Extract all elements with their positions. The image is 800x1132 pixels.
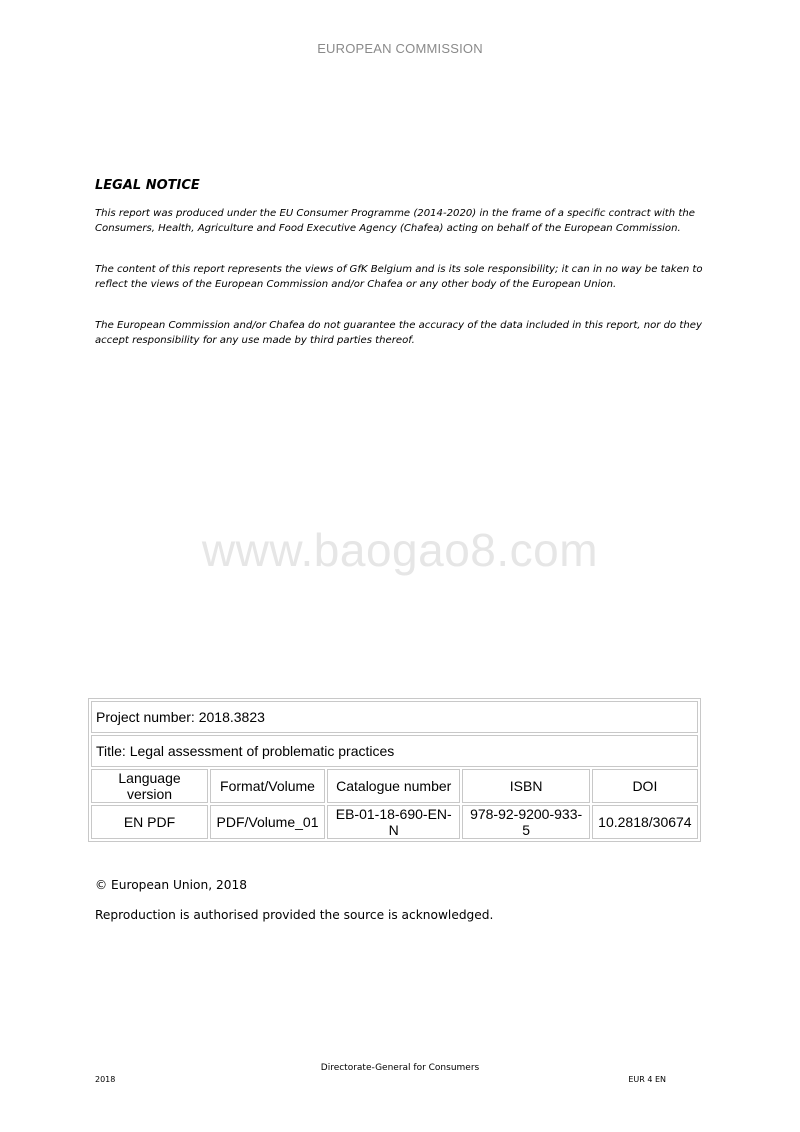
table-row xyxy=(91,805,698,839)
footer-report-number: EUR 4 EN xyxy=(628,1075,666,1084)
header-catalogue-number: Catalogue number xyxy=(327,769,460,803)
table-header-row xyxy=(91,769,698,803)
cell-language-version: EN PDF xyxy=(91,805,208,839)
legal-notice-paragraph: The European Commission and/or Chafea do not guarantee the accuracy of the data included in this report, nor do they accept responsibility for any use made by third parties thereof. xyxy=(95,320,702,346)
copyright-notice: © European Union, 2018 xyxy=(95,878,247,892)
cell-isbn: 978-92-9200-933-5 xyxy=(462,805,589,839)
project-number-cell: Project number: 2018.3823 xyxy=(91,701,698,733)
table-row xyxy=(91,701,698,733)
cell-catalogue-number: EB-01-18-690-EN-N xyxy=(327,805,460,839)
page-header: EUROPEAN COMMISSION xyxy=(317,41,483,56)
legal-notice-paragraph: This report was produced under the EU Consumer Programme (2014-2020) in the frame of a specific contract with the Consumers, Health, Agriculture and Food Executive Agency (Chafea) acting on behalf of the European Commission. xyxy=(95,208,695,234)
header-format-volume: Format/Volume xyxy=(210,769,325,803)
legal-notice-paragraph: The content of this report represents the views of GfK Belgium and is its sole responsibility; it can in no way be taken to reflect the views of the European Commission and/or Chafea or any other body of the European Union. xyxy=(95,264,703,290)
table-row xyxy=(91,735,698,767)
publication-info-table xyxy=(88,698,701,842)
header-isbn: ISBN xyxy=(462,769,589,803)
footer-directorate: Directorate-General for Consumers xyxy=(320,1063,480,1073)
legal-notice-title: LEGAL NOTICE xyxy=(95,178,200,193)
cell-doi: 10.2818/30674 xyxy=(592,805,698,839)
reproduction-notice: Reproduction is authorised provided the source is acknowledged. xyxy=(95,908,494,922)
watermark: www.baogao8.com xyxy=(201,524,599,576)
cell-format-volume: PDF/Volume_01 xyxy=(210,805,325,839)
title-cell: Title: Legal assessment of problematic practices xyxy=(91,735,698,767)
header-language-version: Language version xyxy=(91,769,208,803)
footer-year: 2018 xyxy=(95,1075,116,1084)
header-doi: DOI xyxy=(592,769,698,803)
